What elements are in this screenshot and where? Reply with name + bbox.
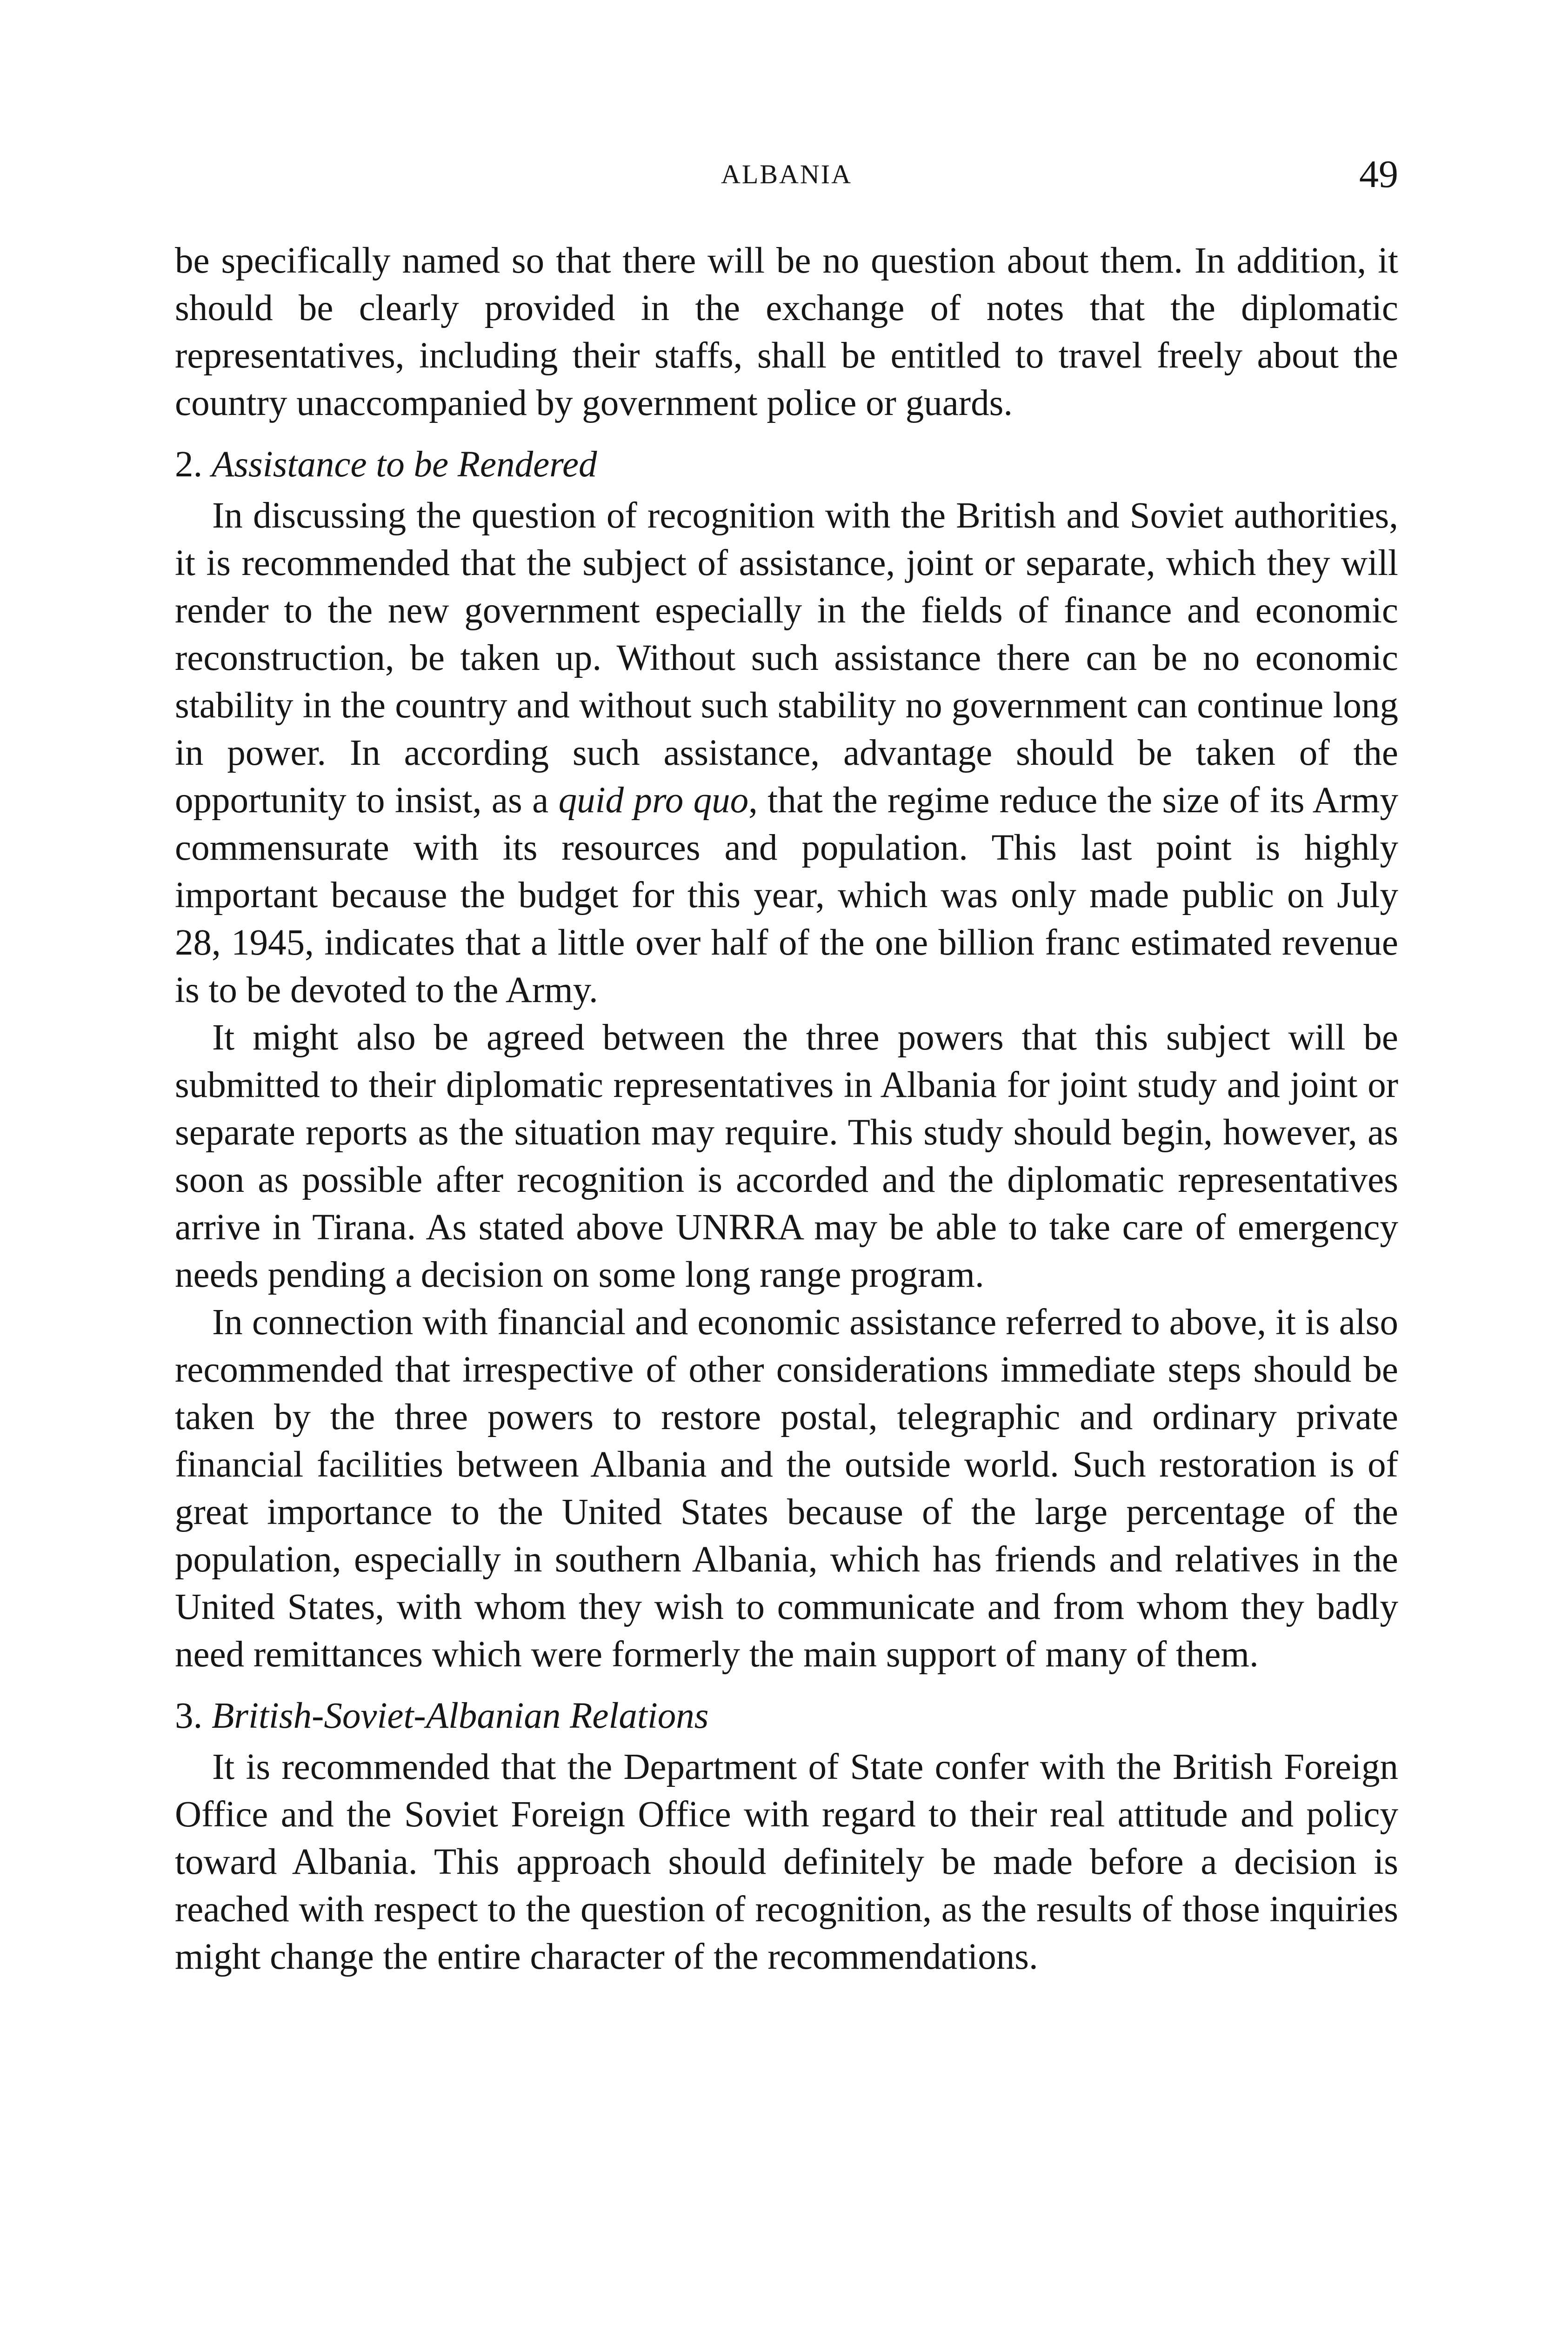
section-heading-relations: [175, 1692, 1398, 1740]
body-text: [175, 237, 1398, 1981]
section-heading-assistance: [175, 441, 1398, 488]
paragraph-text: , that the regime reduce the size of its Army commensurate with its resources and population. This last point is highly important because the budget for this year, which was only made public on July 28, 1945, indicates that a little over half of the one billion franc estimated revenue is to be devoted to the Army.: [175, 780, 1398, 1010]
section-title: British-Soviet-Albanian Relations: [212, 1696, 709, 1736]
page-number: 49: [1359, 153, 1398, 196]
section-title: Assistance to be Rendered: [212, 444, 597, 485]
section-number: 3.: [175, 1696, 203, 1736]
paragraph-assistance-recognition: [175, 492, 1398, 1014]
italic-term: quid pro quo: [558, 780, 749, 821]
section-number: 2.: [175, 444, 203, 485]
paragraph-foreign-office: It is recommended that the Department of State confer with the British Foreign Office and the Soviet Foreign Office with regard to their real attitude and policy toward Albania. This approach should definitely be made before a decision is reached with respect to the question of recognition, as the results of those inquiries might change the entire character of the recommendations.: [175, 1747, 1398, 1977]
paragraph-continuation: be specifically named so that there will be no question about them. In addition, it should be clearly provided in the exchange of notes that the diplomatic representatives, including their staffs, shall be entitled to travel freely about the country unaccompanied by government police or guards.: [175, 241, 1398, 423]
running-header: [175, 154, 1398, 195]
paragraph-joint-study: It might also be agreed between the three powers that this subject will be submitted to their diplomatic representatives in Albania for joint study and joint or separate reports as the situation may require. This study should begin, however, as soon as possible after recognition is accorded and the diplomatic representatives arrive in Tirana. As stated above UNRRA may be able to take care of emergency needs pending a decision on some long range program.: [175, 1017, 1398, 1295]
paragraph-financial-facilities: In connection with financial and economic assistance referred to above, it is also recommended that irrespective of other considerations immediate steps should be taken by the three powers to restore postal, telegraphic and ordinary private financial facilities between Albania and the outside world. Such restoration is of great importance to the United States because of the large percentage of the population, especially in southern Albania, which has friends and relatives in the United States, with whom they wish to communicate and from whom they badly need remittances which were formerly the main support of many of them.: [175, 1302, 1398, 1675]
running-title: ALBANIA: [721, 159, 852, 189]
paragraph-text: In discussing the question of recognition with the British and Soviet authorities, it is recommended that the subject of assistance, joint or separate, which they will render to the new government especially in the fields of finance and economic reconstruction, be taken up. Without such assistance there can be no economic stability in the country and without such stability no government can continue long in power. In according such assistance, advantage should be taken of the opportunity to insist, as a: [175, 495, 1398, 821]
